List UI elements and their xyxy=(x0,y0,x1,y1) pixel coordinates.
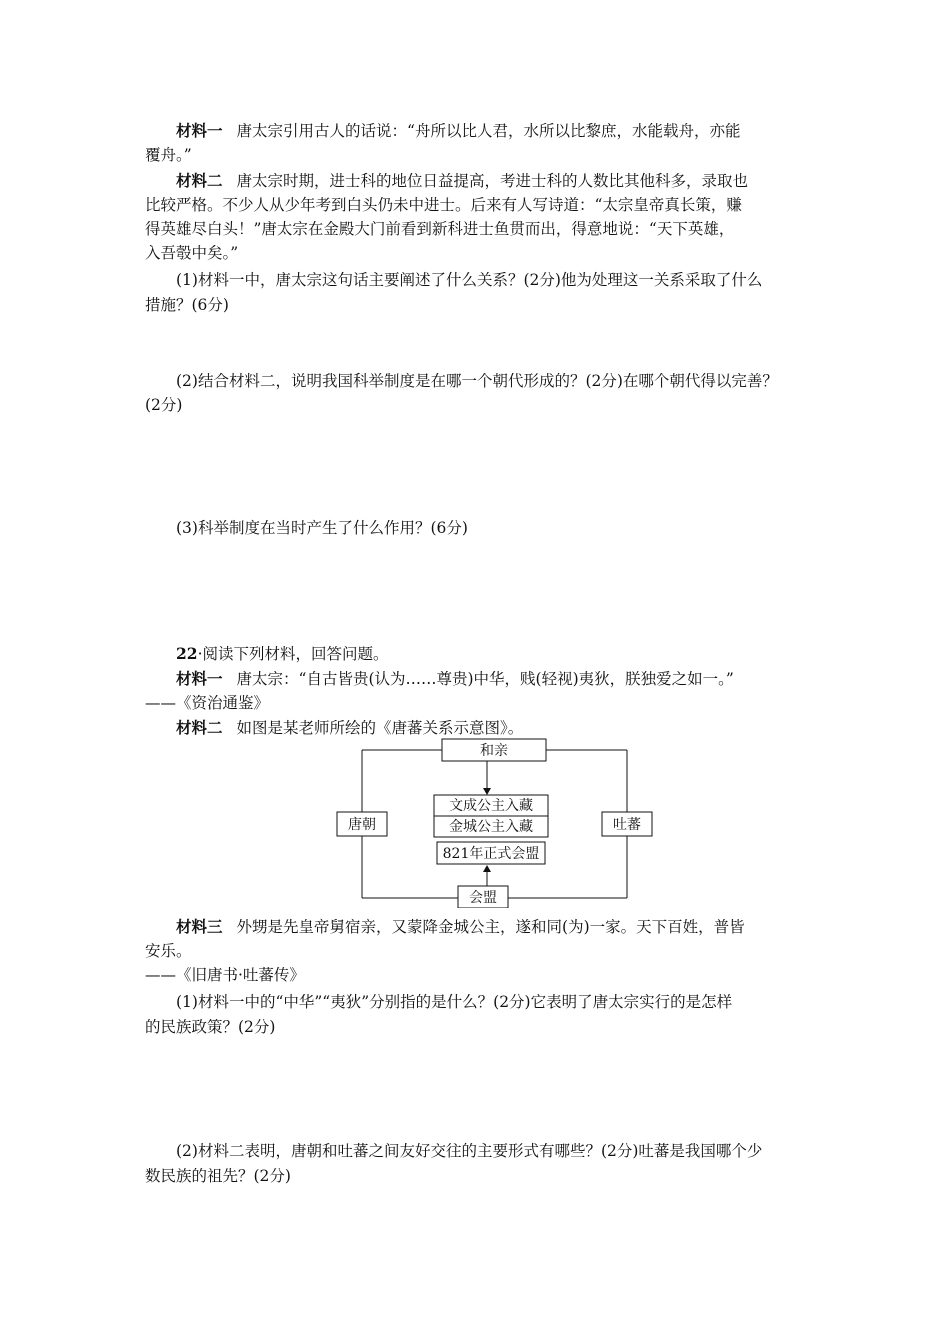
label-middle-2: 金城公主入藏 xyxy=(449,819,533,835)
b-material1-label: 材料一 xyxy=(176,669,223,688)
b-material3-line1 xyxy=(176,916,745,938)
material1-line1 xyxy=(176,120,740,142)
b-material3-text: 外甥是先皇帝舅宿亲，又蒙降金城公主，遂和同(为)一家。天下百姓，普皆 xyxy=(236,918,745,936)
material1-text1: 唐太宗引用古人的话说：“舟所以比人君，水所以比黎庶，水能载舟，亦能 xyxy=(236,122,741,140)
b-material1-line1 xyxy=(176,668,734,690)
b-question1-line1: (1)材料一中的“中华”“夷狄”分别指的是什么？(2分)它表明了唐太宗实行的是怎样 xyxy=(176,993,733,1011)
b-question1-line2: 的民族政策？(2分) xyxy=(145,1018,276,1036)
material2-text1: 唐太宗时期，进士科的地位日益提高，考进士科的人数比其他科多，录取也 xyxy=(236,172,749,190)
problem22-heading xyxy=(176,643,389,665)
b-material1-source: ——《资治通鉴》 xyxy=(145,694,270,712)
b-material3-source: ——《旧唐书·吐蕃传》 xyxy=(145,966,305,984)
b-material3-line2: 安乐。 xyxy=(145,942,192,960)
b-material2-text: 如图是某老师所绘的《唐蕃关系示意图》。 xyxy=(236,719,524,737)
question1-line2: 措施？(6分) xyxy=(145,296,229,314)
b-material1-text: 唐太宗：“自古皆贵(认为……尊贵)中华，贱(轻视)夷狄，朕独爱之如一。” xyxy=(236,670,734,688)
question1-line1: (1)材料一中，唐太宗这句话主要阐述了什么关系？(2分)他为处理这一关系采取了什么 xyxy=(176,271,763,289)
question3-line1: (3)科举制度在当时产生了什么作用？(6分) xyxy=(176,519,468,537)
b-question2-line2: 数民族的祖先？(2分) xyxy=(145,1167,291,1185)
problem-number: 22 xyxy=(176,644,198,663)
material2-line3: 得英雄尽白头！”唐太宗在金殿大门前看到新科进士鱼贯而出，得意地说：“天下英雄， xyxy=(145,220,735,238)
arrow-up-head xyxy=(483,865,491,872)
tang-tubo-relation-diagram xyxy=(334,736,654,908)
problem22-instruction: ·阅读下列材料，回答问题。 xyxy=(197,645,389,663)
material2-label: 材料二 xyxy=(176,171,223,190)
arrow-down-head xyxy=(483,788,491,795)
question2-line1: (2)结合材料二，说明我国科举制度是在哪一个朝代形成的？(2分)在哪个朝代得以完善？ xyxy=(176,372,778,390)
question2-line2: (2分) xyxy=(145,396,183,414)
material2-line4: 入吾彀中矣。” xyxy=(145,244,239,262)
material2-line1 xyxy=(176,170,748,192)
material1-label: 材料一 xyxy=(176,121,223,140)
label-left: 唐朝 xyxy=(348,817,376,833)
b-question2-line1: (2)材料二表明，唐朝和吐蕃之间友好交往的主要形式有哪些？(2分)吐蕃是我国哪个少 xyxy=(176,1142,763,1160)
b-material3-label: 材料三 xyxy=(176,917,223,936)
material1-line2: 覆舟。” xyxy=(145,146,192,164)
label-bottom: 会盟 xyxy=(469,890,497,906)
label-middle-3: 821年正式会盟 xyxy=(442,846,540,862)
material2-line2: 比较严格。不少人从少年考到白头仍未中进士。后来有人写诗道：“太宗皇帝真长策，赚 xyxy=(145,196,742,214)
b-material2-label: 材料二 xyxy=(176,718,223,737)
label-middle-1: 文成公主入藏 xyxy=(449,798,533,814)
label-top: 和亲 xyxy=(480,743,508,759)
label-right: 吐蕃 xyxy=(613,817,641,833)
